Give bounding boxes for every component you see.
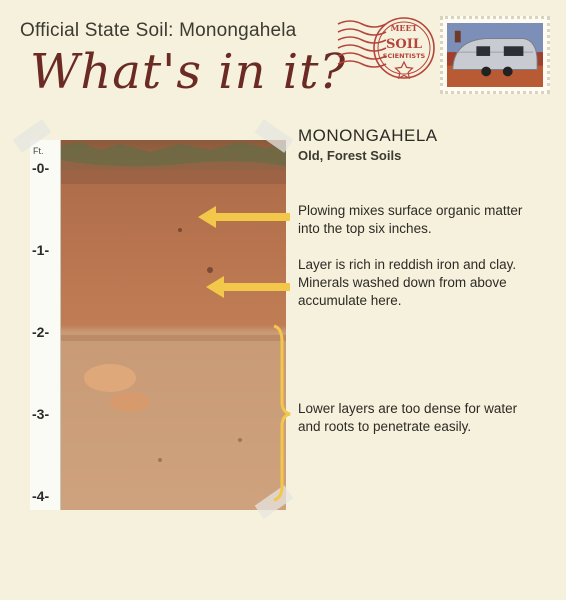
meet-soil-scientists-stamp[interactable] (336, 14, 438, 84)
soil-name: MONONGAHELA (298, 126, 438, 145)
arrow-left-icon (198, 206, 290, 228)
layer-description: Plowing mixes surface organic matter into the top six inches. (298, 203, 523, 236)
star-icon (396, 62, 413, 78)
page-subtitle: Official State Soil: Monongahela (20, 20, 297, 41)
ruler-tick: -2- (32, 324, 50, 340)
soil-profile-image (60, 140, 286, 510)
page-headline: What's in it? (30, 44, 347, 100)
soil-type: Old, Forest Soils (298, 148, 402, 163)
ruler-unit: Ft. (33, 146, 44, 156)
layer-description: Lower layers are too dense for water and roots to penetrate easily. (298, 401, 518, 434)
ruler-tick: -4- (32, 488, 50, 504)
airstream-trailer-photo (447, 23, 543, 87)
depth-ruler (30, 140, 61, 510)
bracket-icon (270, 322, 292, 502)
stamp-line2: SOIL (386, 37, 422, 52)
ruler-tick: -3- (32, 406, 50, 422)
soil-profile-photo (30, 140, 286, 510)
stamp-line3: SCIENTISTS (382, 52, 426, 60)
ruler-tick: -0- (32, 160, 50, 176)
layer-description: Layer is rich in reddish iron and clay. Minerals washed down from above accumulate here. (298, 257, 517, 308)
arrow-left-icon (206, 276, 290, 298)
ruler-tick: -1- (32, 242, 50, 258)
stamp-line1: MEET (390, 23, 418, 33)
postage-stamp[interactable] (440, 16, 550, 94)
